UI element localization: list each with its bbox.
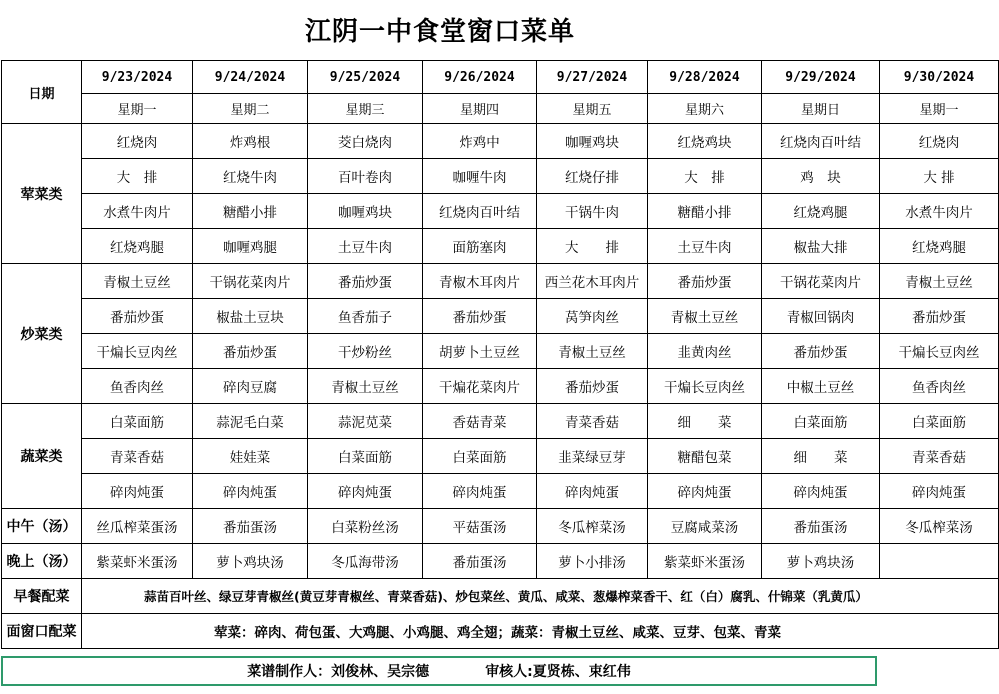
dish-row [2, 264, 999, 299]
dish-row [2, 124, 999, 159]
dish-cell: 白菜面筋 [880, 404, 999, 439]
dish-cell: 红烧肉 [880, 124, 999, 159]
dish-cell: 碎肉炖蛋 [423, 474, 537, 509]
dish-cell: 大 排 [537, 229, 648, 264]
dish-cell: 红烧肉 [82, 124, 193, 159]
dish-cell: 番茄炒蛋 [648, 264, 762, 299]
date-cell: 9/26/2024 [423, 61, 537, 94]
dish-cell: 鸡 块 [762, 159, 880, 194]
dish-cell: 茭白烧肉 [308, 124, 423, 159]
dish-cell: 百叶卷肉 [308, 159, 423, 194]
weekday-cell: 星期六 [648, 94, 762, 124]
breakfast-text: 蒜苗百叶丝、绿豆芽青椒丝(黄豆芽青椒丝、青菜香菇)、炒包菜丝、黄瓜、咸菜、葱爆榨菜香干、红（白）腐乳、什锦菜（乳黄瓜） [82, 579, 999, 614]
dish-cell: 青椒土豆丝 [880, 264, 999, 299]
date-cell: 9/30/2024 [880, 61, 999, 94]
footer-reviewers: 审核人:夏贤栋、束红伟 [485, 664, 631, 680]
dish-cell: 干煸长豆肉丝 [648, 369, 762, 404]
dish-cell: 碎肉炖蛋 [193, 474, 308, 509]
weekday-cell: 星期一 [880, 94, 999, 124]
dish-row [2, 229, 999, 264]
dish-cell: 干煸花菜肉片 [423, 369, 537, 404]
dish-cell: 青菜香菇 [537, 404, 648, 439]
dish-cell: 青椒回锅肉 [762, 299, 880, 334]
dish-cell: 干煸长豆肉丝 [82, 334, 193, 369]
dish-cell: 青菜香菇 [82, 439, 193, 474]
dish-cell: 胡萝卜土豆丝 [423, 334, 537, 369]
date-header: 日期 [2, 61, 82, 124]
dish-cell: 青菜香菇 [880, 439, 999, 474]
dish-cell: 白菜面筋 [308, 439, 423, 474]
dish-cell: 碎肉炖蛋 [537, 474, 648, 509]
weekday-cell: 星期五 [537, 94, 648, 124]
dish-cell: 大 排 [82, 159, 193, 194]
soup-cell: 萝卜小排汤 [537, 544, 648, 579]
footer-makers: 菜谱制作人：刘俊林、吴宗德 [247, 664, 430, 680]
dish-cell: 青椒土豆丝 [537, 334, 648, 369]
dish-cell: 中椒土豆丝 [762, 369, 880, 404]
dish-cell: 土豆牛肉 [648, 229, 762, 264]
dish-cell: 番茄炒蛋 [537, 369, 648, 404]
soup-cell: 豆腐咸菜汤 [648, 509, 762, 544]
dish-cell: 蒜泥苋菜 [308, 404, 423, 439]
dish-cell: 青椒土豆丝 [82, 264, 193, 299]
soup-cell: 紫菜虾米蛋汤 [648, 544, 762, 579]
dish-cell: 青椒木耳肉片 [423, 264, 537, 299]
dish-cell: 水煮牛肉片 [880, 194, 999, 229]
date-cell: 9/24/2024 [193, 61, 308, 94]
weekday-row [2, 94, 999, 124]
dish-row [2, 439, 999, 474]
dish-cell: 碎肉炖蛋 [762, 474, 880, 509]
soup-cell: 丝瓜榨菜蛋汤 [82, 509, 193, 544]
page-title: 江阴一中食堂窗口菜单 [304, 16, 575, 47]
dish-cell: 干煸长豆肉丝 [880, 334, 999, 369]
dish-cell: 咖喱鸡腿 [193, 229, 308, 264]
soup-cell: 番茄蛋汤 [193, 509, 308, 544]
soup-label-evening: 晚上（汤） [2, 544, 82, 579]
dish-cell: 碎肉炖蛋 [82, 474, 193, 509]
dish-cell: 面筋塞肉 [423, 229, 537, 264]
dish-cell: 蒜泥毛白菜 [193, 404, 308, 439]
dish-cell: 大 排 [648, 159, 762, 194]
soup-cell: 番茄蛋汤 [762, 509, 880, 544]
date-row [2, 61, 999, 94]
dish-cell: 西兰花木耳肉片 [537, 264, 648, 299]
dish-cell: 娃娃菜 [193, 439, 308, 474]
dish-cell: 番茄炒蛋 [308, 264, 423, 299]
dish-cell: 炸鸡根 [193, 124, 308, 159]
dish-cell: 咖喱鸡块 [537, 124, 648, 159]
date-cell: 9/23/2024 [82, 61, 193, 94]
dish-cell: 红烧仔排 [537, 159, 648, 194]
dish-cell: 炸鸡中 [423, 124, 537, 159]
dish-cell: 鱼香肉丝 [82, 369, 193, 404]
dish-cell: 水煮牛肉片 [82, 194, 193, 229]
dish-row [2, 474, 999, 509]
dish-cell: 番茄炒蛋 [880, 299, 999, 334]
dish-cell: 番茄炒蛋 [193, 334, 308, 369]
weekday-cell: 星期二 [193, 94, 308, 124]
dish-cell: 碎肉炖蛋 [880, 474, 999, 509]
breakfast-row [2, 579, 999, 614]
soup-row-evening [2, 544, 999, 579]
dish-cell: 红烧牛肉 [193, 159, 308, 194]
soup-cell [880, 544, 999, 579]
category-label-veg: 蔬菜类 [2, 404, 82, 509]
dish-cell: 莴笋肉丝 [537, 299, 648, 334]
dish-cell: 红烧鸡块 [648, 124, 762, 159]
dish-cell: 番茄炒蛋 [423, 299, 537, 334]
soup-cell: 萝卜鸡块汤 [762, 544, 880, 579]
soup-row-noon [2, 509, 999, 544]
dish-cell: 椒盐大排 [762, 229, 880, 264]
noodle-label: 面窗口配菜 [2, 614, 82, 649]
dish-cell: 青椒土豆丝 [308, 369, 423, 404]
dish-cell: 鱼香肉丝 [880, 369, 999, 404]
dish-cell: 红烧肉百叶结 [762, 124, 880, 159]
dish-cell: 红烧鸡腿 [82, 229, 193, 264]
dish-cell: 土豆牛肉 [308, 229, 423, 264]
dish-cell: 红烧肉百叶结 [423, 194, 537, 229]
soup-cell: 番茄蛋汤 [423, 544, 537, 579]
dish-cell: 碎肉炖蛋 [308, 474, 423, 509]
dish-cell: 韭菜绿豆芽 [537, 439, 648, 474]
dish-cell: 咖喱鸡块 [308, 194, 423, 229]
menu-table [1, 60, 999, 649]
soup-cell: 紫菜虾米蛋汤 [82, 544, 193, 579]
dish-cell: 香菇青菜 [423, 404, 537, 439]
category-label-stirfry: 炒菜类 [2, 264, 82, 404]
date-cell: 9/28/2024 [648, 61, 762, 94]
weekday-cell: 星期三 [308, 94, 423, 124]
weekday-cell: 星期日 [762, 94, 880, 124]
weekday-cell: 星期一 [82, 94, 193, 124]
soup-cell: 冬瓜榨菜汤 [880, 509, 999, 544]
dish-row [2, 369, 999, 404]
dish-row [2, 159, 999, 194]
dish-cell: 韭黄肉丝 [648, 334, 762, 369]
breakfast-label: 早餐配菜 [2, 579, 82, 614]
date-cell: 9/27/2024 [537, 61, 648, 94]
dish-cell: 细 菜 [762, 439, 880, 474]
dish-cell: 细 菜 [648, 404, 762, 439]
dish-cell: 红烧鸡腿 [762, 194, 880, 229]
soup-cell: 萝卜鸡块汤 [193, 544, 308, 579]
dish-cell: 碎肉豆腐 [193, 369, 308, 404]
dish-cell: 红烧鸡腿 [880, 229, 999, 264]
dish-cell: 糖醋包菜 [648, 439, 762, 474]
dish-cell: 椒盐土豆块 [193, 299, 308, 334]
dish-cell: 大 排 [880, 159, 999, 194]
dish-cell: 白菜面筋 [82, 404, 193, 439]
date-cell: 9/25/2024 [308, 61, 423, 94]
dish-cell: 青椒土豆丝 [648, 299, 762, 334]
dish-cell: 白菜面筋 [423, 439, 537, 474]
dish-row [2, 334, 999, 369]
soup-cell: 冬瓜榨菜汤 [537, 509, 648, 544]
dish-cell: 糖醋小排 [193, 194, 308, 229]
dish-cell: 糖醋小排 [648, 194, 762, 229]
soup-cell: 冬瓜海带汤 [308, 544, 423, 579]
dish-cell: 番茄炒蛋 [762, 334, 880, 369]
dish-cell: 干锅牛肉 [537, 194, 648, 229]
dish-cell: 干炒粉丝 [308, 334, 423, 369]
soup-cell: 平菇蛋汤 [423, 509, 537, 544]
date-cell: 9/29/2024 [762, 61, 880, 94]
soup-cell: 白菜粉丝汤 [308, 509, 423, 544]
noodle-row [2, 614, 999, 649]
soup-label-noon: 中午（汤） [2, 509, 82, 544]
dish-cell: 咖喱牛肉 [423, 159, 537, 194]
dish-row [2, 299, 999, 334]
dish-cell: 碎肉炖蛋 [648, 474, 762, 509]
weekday-cell: 星期四 [423, 94, 537, 124]
dish-cell: 干锅花菜肉片 [193, 264, 308, 299]
dish-row [2, 194, 999, 229]
dish-cell: 番茄炒蛋 [82, 299, 193, 334]
noodle-text: 荤菜：碎肉、荷包蛋、大鸡腿、小鸡腿、鸡全翅；蔬菜：青椒土豆丝、咸菜、豆芽、包菜、青菜 [82, 614, 999, 649]
dish-cell: 白菜面筋 [762, 404, 880, 439]
category-label-meat: 荤菜类 [2, 124, 82, 264]
footer-signoff [1, 656, 877, 686]
dish-cell: 鱼香茄子 [308, 299, 423, 334]
dish-cell: 干锅花菜肉片 [762, 264, 880, 299]
dish-row [2, 404, 999, 439]
